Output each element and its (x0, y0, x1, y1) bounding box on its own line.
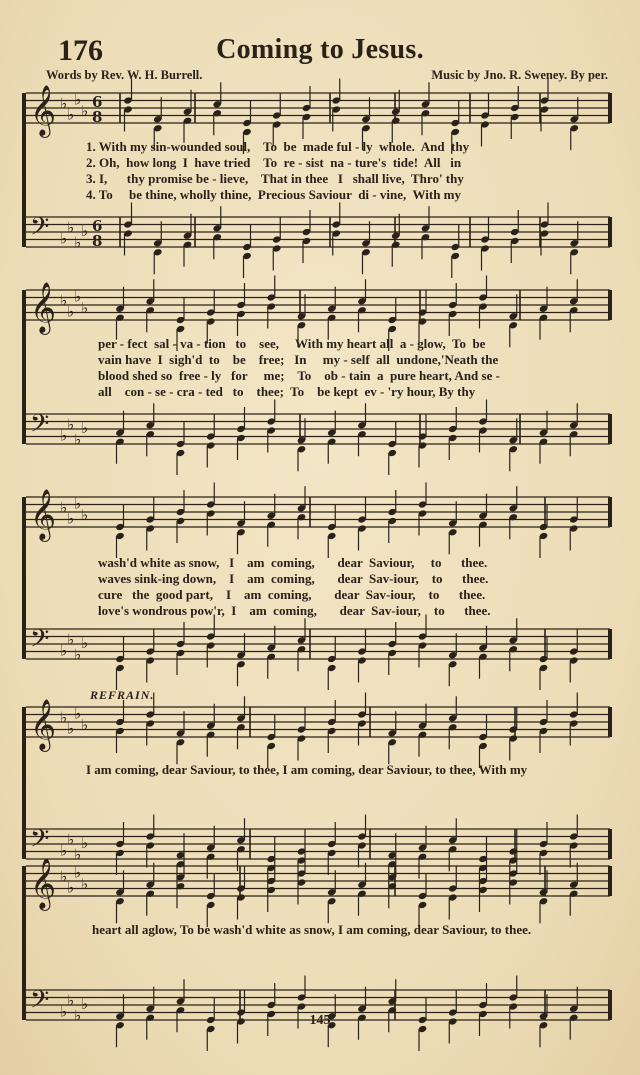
flat-sign-icon: ♭ (60, 498, 68, 517)
bass-clef-icon: 𝄢 (30, 409, 50, 445)
flat-sign-icon: ♭ (74, 233, 82, 252)
flat-sign-icon: ♭ (74, 494, 82, 513)
flat-sign-icon: ♭ (60, 867, 68, 886)
flat-sign-icon: ♭ (74, 287, 82, 306)
refrain-lyric-line: I am coming, dear Saviour, to thee, I am coming, dear Saviour, to thee, With my (86, 762, 528, 777)
flat-sign-icon: ♭ (81, 222, 89, 240)
flat-sign-icon: ♭ (67, 719, 75, 738)
flat-sign-icon: ♭ (60, 94, 68, 113)
time-signature-bottom: 8 (92, 108, 103, 126)
flat-sign-icon: ♭ (74, 863, 82, 882)
lyric-line: vain have I sigh'd to be free; In my - self all undone,'Neath the (98, 352, 499, 367)
flat-sign-icon: ♭ (81, 101, 89, 120)
flat-sign-icon: ♭ (60, 229, 68, 248)
flat-sign-icon: ♭ (74, 645, 82, 664)
hymn-title: Coming to Jesus. (216, 34, 424, 65)
time-signature-top: 6 (92, 93, 103, 111)
refrain-lyric-line: heart all aglow, To be wash'd white as snow, I am coming, dear Saviour, to thee. (92, 922, 532, 937)
lyric-line: love's wondrous pow'r, I am coming, dear Sav-iour, to thee. (98, 603, 491, 618)
flat-sign-icon: ♭ (67, 630, 75, 649)
page-number: 145 (309, 1013, 331, 1028)
lyric-line: blood shed so free - ly for me; To ob - tain a pure heart, And se - (98, 368, 500, 383)
treble-clef-icon: 𝄞 (30, 699, 57, 750)
flat-sign-icon: ♭ (74, 845, 82, 864)
flat-sign-icon: ♭ (81, 505, 89, 524)
flat-sign-icon: ♭ (81, 715, 89, 734)
flat-sign-icon: ♭ (67, 991, 75, 1010)
treble-clef-icon: 𝄞 (30, 282, 57, 333)
lyric-line: 1. With my sin-wounded soul, To be made ful - ly whole. And thy (86, 139, 470, 154)
bass-clef-icon: 𝄢 (30, 212, 50, 248)
refrain-label: REFRAIN. (90, 688, 155, 702)
lyric-line: waves sink-ing down, I am coming, dear Sav-iour, to thee. (98, 571, 489, 586)
flat-sign-icon: ♭ (60, 708, 68, 727)
flat-sign-icon: ♭ (81, 834, 89, 852)
lyric-line: 2. Oh, how long I have tried To re - sist na - ture's tide! All in (86, 155, 462, 170)
bass-clef-icon: 𝄢 (30, 624, 50, 660)
treble-clef-icon: 𝄞 (30, 489, 57, 540)
music-credit: Music by Jno. R. Sweney. By per. (431, 68, 608, 82)
lyric-line: cure the good part, I am coming, dear Sav-iour, to thee. (98, 587, 486, 602)
lyric-line: 3. I, thy promise be - lieve, That in thee I shall live, Thro' thy (86, 171, 464, 186)
bass-clef-icon: 𝄢 (30, 985, 50, 1021)
flat-sign-icon: ♭ (67, 302, 75, 321)
flat-sign-icon: ♭ (81, 634, 89, 652)
treble-clef-icon: 𝄞 (30, 85, 57, 136)
lyric-line: 4. To be thine, wholly thine, Precious Saviour di - vine, With my (86, 187, 462, 202)
flat-sign-icon: ♭ (74, 90, 82, 109)
lyric-line: all con - se - cra - ted to thee; To be kept ev - 'ry hour, By thy (98, 384, 476, 399)
bass-clef-icon: 𝄢 (30, 824, 50, 860)
lyric-line: wash'd white as snow, I am coming, dear Saviour, to thee. (98, 555, 488, 570)
flat-sign-icon: ♭ (81, 874, 89, 893)
time-signature-top: 6 (92, 217, 103, 235)
flat-sign-icon: ♭ (67, 415, 75, 434)
flat-sign-icon: ♭ (67, 218, 75, 237)
words-credit: Words by Rev. W. H. Burrell. (46, 68, 203, 82)
flat-sign-icon: ♭ (81, 298, 89, 317)
flat-sign-icon: ♭ (60, 426, 68, 445)
flat-sign-icon: ♭ (60, 841, 68, 860)
flat-sign-icon: ♭ (60, 291, 68, 310)
flat-sign-icon: ♭ (67, 509, 75, 528)
flat-sign-icon: ♭ (67, 830, 75, 849)
flat-sign-icon: ♭ (81, 419, 89, 437)
flat-sign-icon: ♭ (60, 641, 68, 660)
flat-sign-icon: ♭ (74, 430, 82, 449)
flat-sign-icon: ♭ (81, 995, 89, 1013)
flat-sign-icon: ♭ (60, 1002, 68, 1021)
time-signature-bottom: 8 (92, 232, 103, 250)
hymn-number: 176 (58, 34, 103, 67)
flat-sign-icon: ♭ (67, 105, 75, 124)
treble-clef-icon: 𝄞 (30, 858, 57, 909)
flat-sign-icon: ♭ (67, 878, 75, 897)
lyric-line: per - fect sal - va - tion to see, With my heart all a - glow, To be (98, 336, 486, 351)
flat-sign-icon: ♭ (74, 1006, 82, 1025)
flat-sign-icon: ♭ (74, 704, 82, 723)
